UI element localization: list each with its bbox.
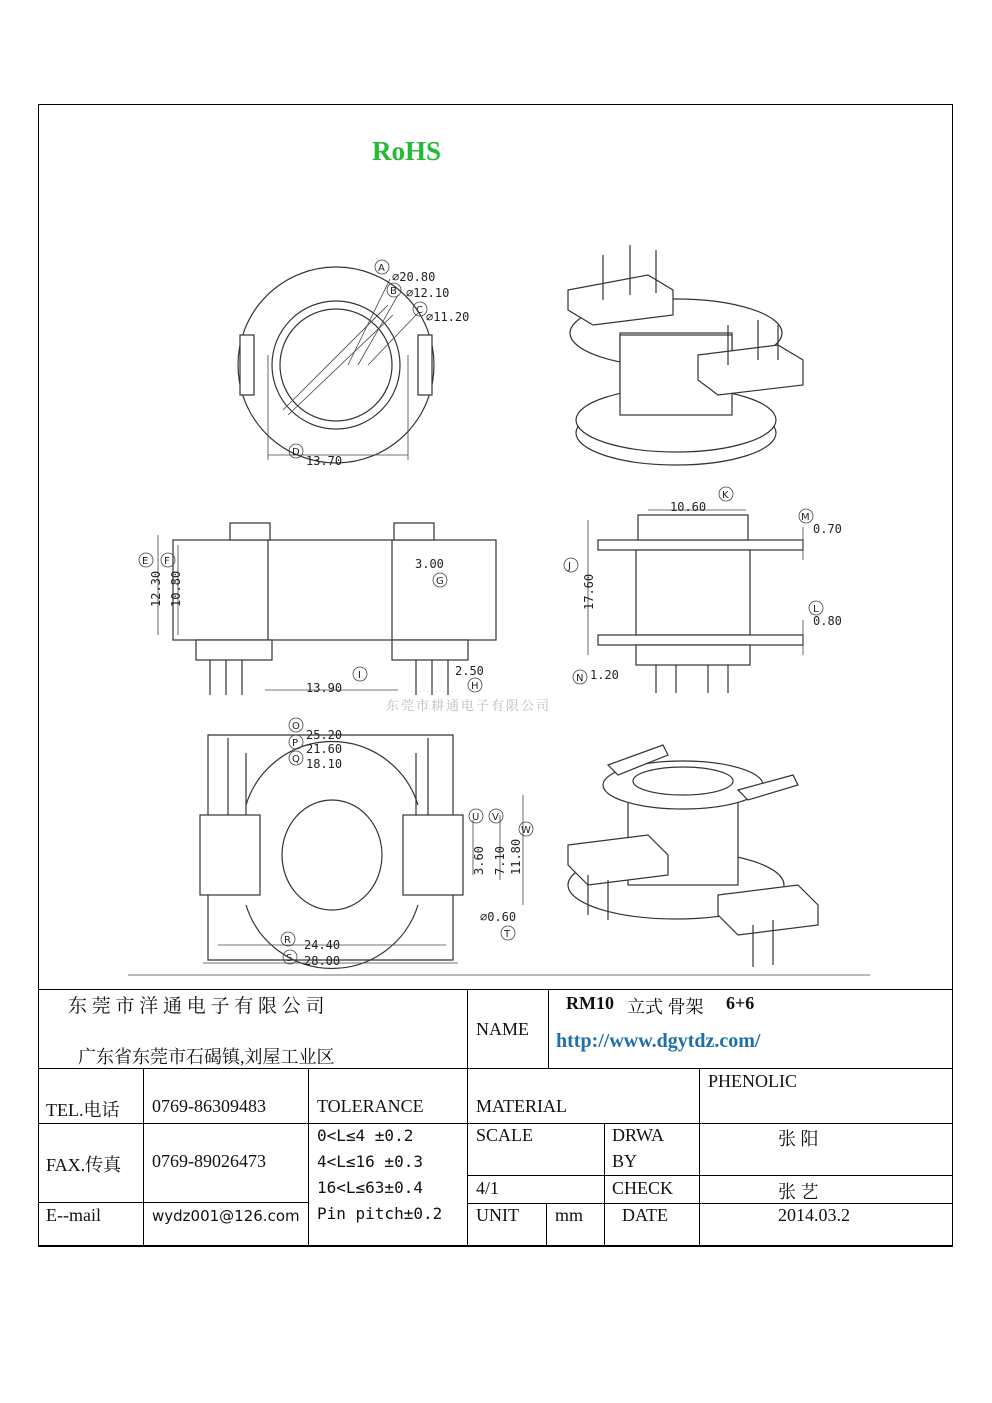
dim-u: 3.60 (472, 846, 486, 875)
dim-n: 1.20 (590, 668, 619, 682)
dim-h: 2.50 (455, 664, 484, 678)
title-block (38, 989, 953, 1247)
marker-l: L (813, 604, 819, 615)
marker-r: R (284, 935, 291, 946)
dim-f: 10.80 (169, 570, 183, 607)
checked-by-cell (699, 1175, 953, 1204)
dim-g: 3.00 (415, 557, 444, 571)
marker-a: A (378, 263, 385, 274)
tolerance-label: TOLERANCE (317, 1096, 424, 1116)
date-value: 2014.03.2 (778, 1205, 850, 1225)
dim-c: ⌀11.20 (426, 310, 470, 324)
dim-q: 18.10 (306, 757, 343, 771)
marker-q: Q (292, 754, 300, 765)
marker-m: M (801, 512, 810, 523)
top-view-labels (289, 260, 469, 468)
dim-j: 17.60 (582, 573, 596, 610)
front-view (588, 510, 803, 693)
marker-e: E (142, 556, 149, 567)
tolerance-row-2: 4<L≤16 ±0.3 (317, 1152, 423, 1171)
marker-g: G (436, 576, 444, 587)
marker-v: V (492, 812, 499, 823)
product-name: 立式 骨架 (627, 997, 704, 1017)
marker-f: F (164, 556, 170, 567)
company-address: 广东省东莞市石碣镇,刘屋工业区 (78, 1047, 335, 1067)
marker-w: W (521, 825, 531, 836)
marker-p: P (292, 738, 299, 749)
material-value: PHENOLIC (708, 1071, 797, 1091)
company-name: 东 莞 市 洋 通 电 子 有 限 公 司 (68, 996, 325, 1017)
tolerance-row-1: 0<L≤4 ±0.2 (317, 1126, 414, 1145)
marker-b: B (390, 286, 397, 297)
marker-d: D (292, 447, 300, 458)
marker-o: O (292, 721, 300, 732)
isometric-view-bottom (568, 745, 818, 967)
marker-j: J (568, 561, 571, 572)
fax-label: FAX.传真 (46, 1155, 122, 1175)
drawn-by-cell (699, 1123, 953, 1176)
dim-w: 11.80 (509, 838, 523, 875)
marker-u: U (472, 812, 480, 823)
tolerance-row-4: Pin pitch±0.2 (317, 1204, 443, 1223)
dim-v: 7.10 (493, 846, 507, 875)
website-link[interactable]: http://www.dgytdz.com/ (556, 1030, 761, 1052)
tel-value: 0769-86309483 (152, 1096, 266, 1116)
rohs-label: RoHS (372, 136, 442, 166)
name-label: NAME (476, 1019, 529, 1039)
dim-b: ⌀12.10 (406, 286, 450, 300)
scale-value: 4/1 (476, 1178, 500, 1198)
unit-label: UNIT (476, 1205, 519, 1225)
drawn-label-2: BY (612, 1151, 638, 1171)
check-label: CHECK (612, 1178, 674, 1198)
drawn-label-1: DRWA (612, 1125, 665, 1145)
material-label: MATERIAL (476, 1096, 567, 1116)
tolerance-row-3: 16<L≤63±0.4 (317, 1178, 423, 1197)
product-spec: 6+6 (726, 993, 755, 1013)
fax-value: 0769-89026473 (152, 1151, 266, 1171)
dim-r: 24.40 (304, 938, 341, 952)
dim-i: 13.90 (306, 681, 343, 695)
dim-k: 10.60 (670, 500, 707, 514)
dim-o: 25.20 (306, 728, 343, 742)
tel-label: TEL.电话 (46, 1100, 120, 1120)
dim-p: 21.60 (306, 742, 343, 756)
dim-d: 13.70 (306, 454, 343, 468)
marker-t: T (504, 929, 511, 940)
marker-n: N (576, 673, 584, 684)
scale-label: SCALE (476, 1125, 534, 1145)
isometric-view-top (568, 245, 803, 465)
marker-i: I (358, 670, 361, 681)
unit-value: mm (555, 1205, 584, 1225)
marker-h: H (471, 681, 479, 692)
drawn-by: 张 阳 (778, 1129, 819, 1149)
dim-m: 0.70 (813, 522, 842, 536)
email-label: E--mail (46, 1205, 101, 1225)
marker-c: C (416, 305, 423, 316)
watermark: 东莞市耕通电子有限公司 (386, 699, 552, 714)
product-model: RM10 (566, 993, 614, 1013)
checked-by: 张 艺 (778, 1182, 819, 1202)
dim-t: ⌀0.60 (480, 910, 517, 924)
date-label: DATE (622, 1205, 668, 1225)
marker-s: S (286, 953, 293, 964)
dim-s: 28.00 (304, 954, 341, 968)
marker-k: K (722, 490, 729, 501)
side-view (158, 523, 496, 695)
dim-e: 12.30 (149, 570, 163, 607)
dim-a: ⌀20.80 (392, 270, 436, 284)
dim-l: 0.80 (813, 614, 842, 628)
email-value: wydz001@126.com (152, 1207, 300, 1225)
top-view (238, 267, 434, 463)
technical-drawing (128, 215, 870, 980)
